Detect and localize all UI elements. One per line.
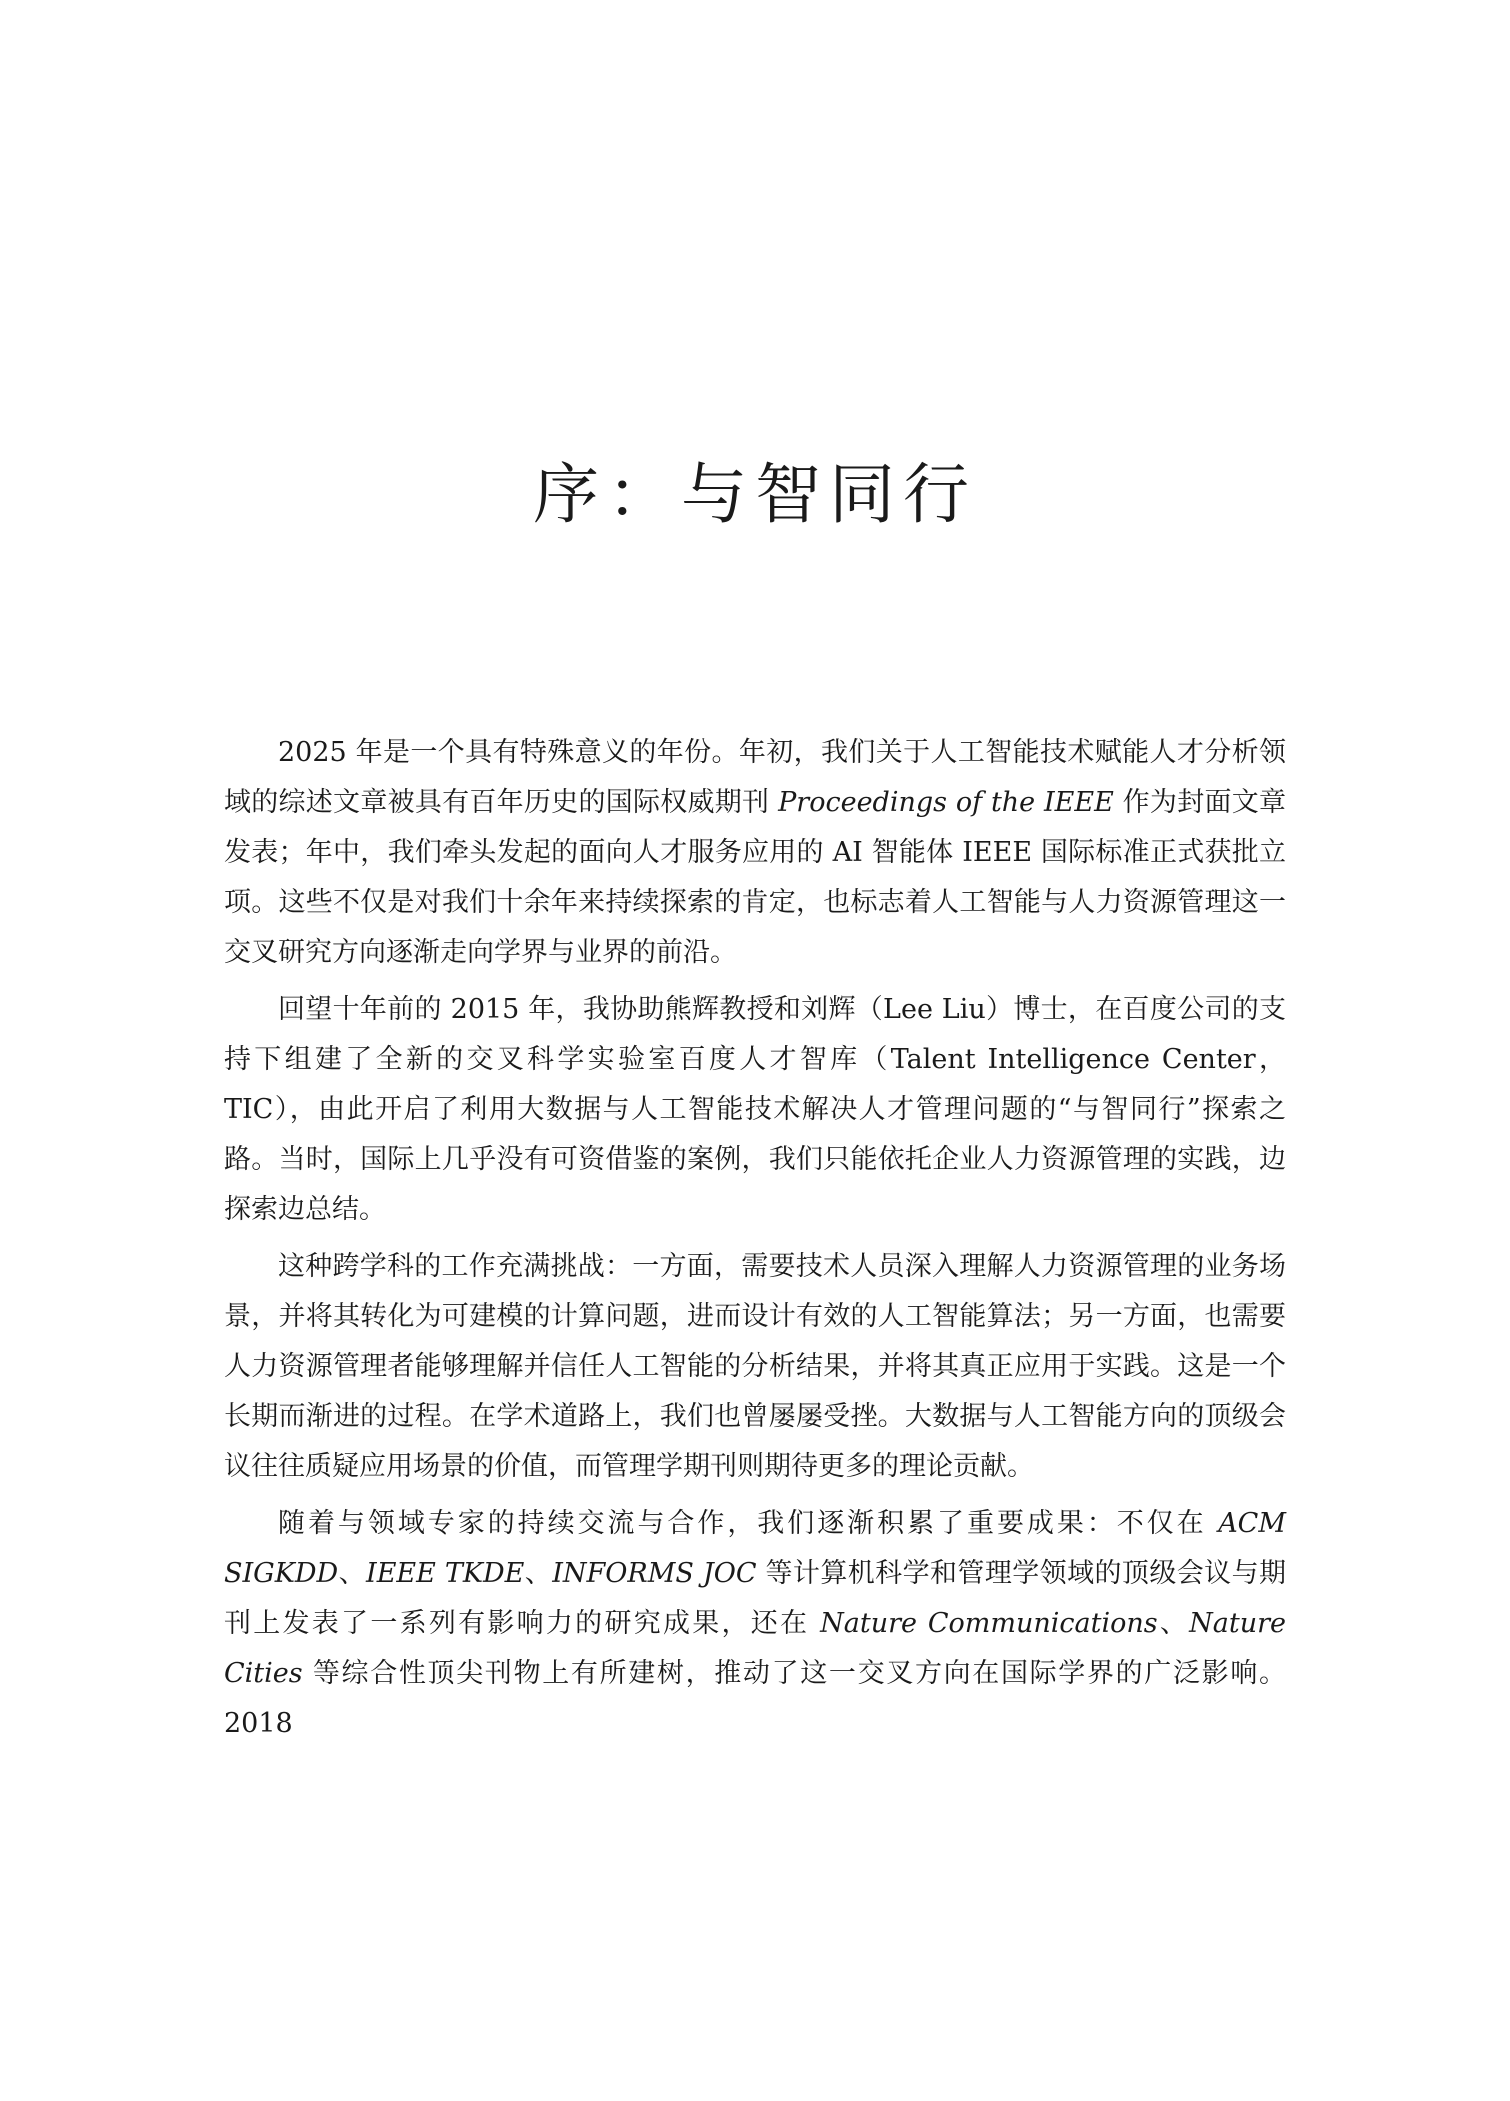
text-run: 2025 年是一个具有特殊意义的年份。年初，我们关于人工智能技术赋能人才分析领域的综述文章被具有百年历史的国际权威期刊 [224, 737, 1286, 818]
venue-name: Nature Cities [224, 1608, 1286, 1689]
text-run: 、 [1157, 1608, 1190, 1639]
venue-name: INFORMS JOC [552, 1558, 757, 1589]
paragraph-2 [224, 985, 1286, 1235]
venue-name: IEEE TKDE [366, 1558, 525, 1589]
text-run: 回望十年前的 2015 年，我协助熊辉教授和刘辉（Lee Liu）博士，在百度公司的支持下组建了全新的交叉科学实验室百度人才智库（Talent Intelligence Center，TIC），由此开启了利用大数据与人工智能技术解决人才管理问题的“与智同行”探索之路。当时，国际上几乎没有可资借鉴的案例，我们只能依托企业人力资源管理的实践，边探索边总结。 [224, 994, 1286, 1225]
text-run: 、 [338, 1558, 367, 1589]
paragraph-4 [224, 1499, 1286, 1749]
paragraph-3 [224, 1242, 1286, 1492]
text-run: 等综合性顶尖刊物上有所建树，推动了这一交叉方向在国际学界的广泛影响。2018 [224, 1658, 1286, 1739]
venue-name: ACM SIGKDD [224, 1508, 1286, 1589]
text-run: 随着与领域专家的持续交流与合作，我们逐渐积累了重要成果：不仅在 [278, 1508, 1219, 1539]
page-title: 序：与智同行 [533, 456, 977, 533]
venue-name: Nature Communications [820, 1608, 1158, 1639]
paragraph-1 [224, 728, 1286, 978]
text-run: 这种跨学科的工作充满挑战：一方面，需要技术人员深入理解人力资源管理的业务场景，并将其转化为可建模的计算问题，进而设计有效的人工智能算法；另一方面，也需要人力资源管理者能够理解并信任人工智能的分析结果，并将其真正应用于实践。这是一个长期而渐进的过程。在学术道路上，我们也曾屡屡受挫。大数据与人工智能方向的顶级会议往往质疑应用场景的价值，而管理学期刊则期待更多的理论贡献。 [224, 1251, 1286, 1482]
text-run: 等计算机科学和管理学领域的顶级会议与期刊上发表了一系列有影响力的研究成果，还在 [224, 1558, 1286, 1639]
text-run: 、 [524, 1558, 553, 1589]
text-run: 作为封面文章发表；年中，我们牵头发起的面向人才服务应用的 AI 智能体 IEEE 国际标准正式获批立项。这些不仅是对我们十余年来持续探索的肯定，也标志着人工智能与人力资源管理这一交叉研究方向逐渐走向学界与业界的前沿。 [224, 787, 1286, 968]
journal-name: Proceedings of the IEEE [778, 787, 1114, 818]
preface-body [224, 728, 1286, 1756]
